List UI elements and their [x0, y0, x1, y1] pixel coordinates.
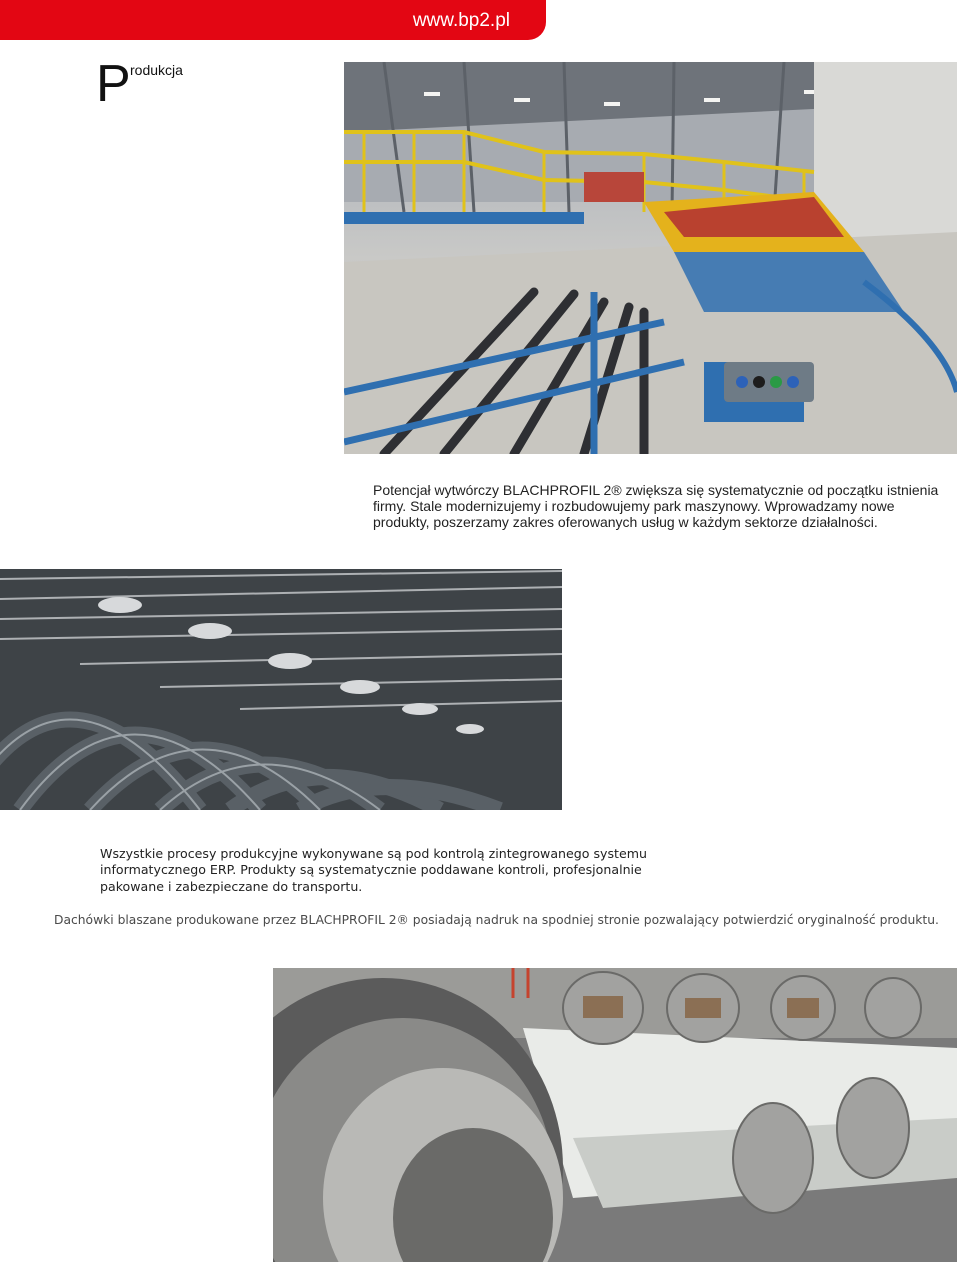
intro-line-1: Potencjał wytwórczy BLACHPROFIL 2® zwiększa się systematycznie od początku istnienia — [373, 482, 939, 498]
steel-coils-photo — [0, 569, 562, 810]
authenticity-note: Dachówki blaszane produkowane przez BLACHPROFIL 2® posiadają nadruk na spodniej stronie pozwalający potwierdzić oryginalność produktu. — [54, 913, 939, 927]
processes-line-2: informatycznego ERP. Produkty są systematycznie poddawane kontroli, profesjonalnie — [100, 862, 642, 878]
processes-line-1: Wszystkie procesy produkcyjne wykonywane są pod kontrolą zintegrowanego systemu — [100, 846, 647, 861]
processes-paragraph — [100, 846, 647, 895]
factory-hall-photo — [344, 62, 957, 454]
header-url-tab — [0, 0, 546, 40]
intro-line-3: produkty, poszerzamy zakres oferowanych usług w każdym sektorze działalności. — [373, 514, 878, 530]
factory-hall-illustration — [344, 62, 957, 454]
roll-former-photo — [273, 968, 957, 1262]
steel-coils-illustration — [0, 569, 562, 810]
intro-paragraph — [373, 482, 939, 530]
title-initial: P — [96, 55, 131, 113]
page-title — [96, 55, 183, 113]
intro-line-2: firmy. Stale modernizujemy i rozbudowujemy park maszynowy. Wprowadzamy nowe — [373, 498, 895, 514]
website-url[interactable]: www.bp2.pl — [412, 10, 510, 31]
roll-former-illustration — [273, 968, 957, 1262]
title-rest: rodukcja — [130, 62, 183, 78]
processes-line-3: pakowane i zabezpieczane do transportu. — [100, 878, 363, 894]
